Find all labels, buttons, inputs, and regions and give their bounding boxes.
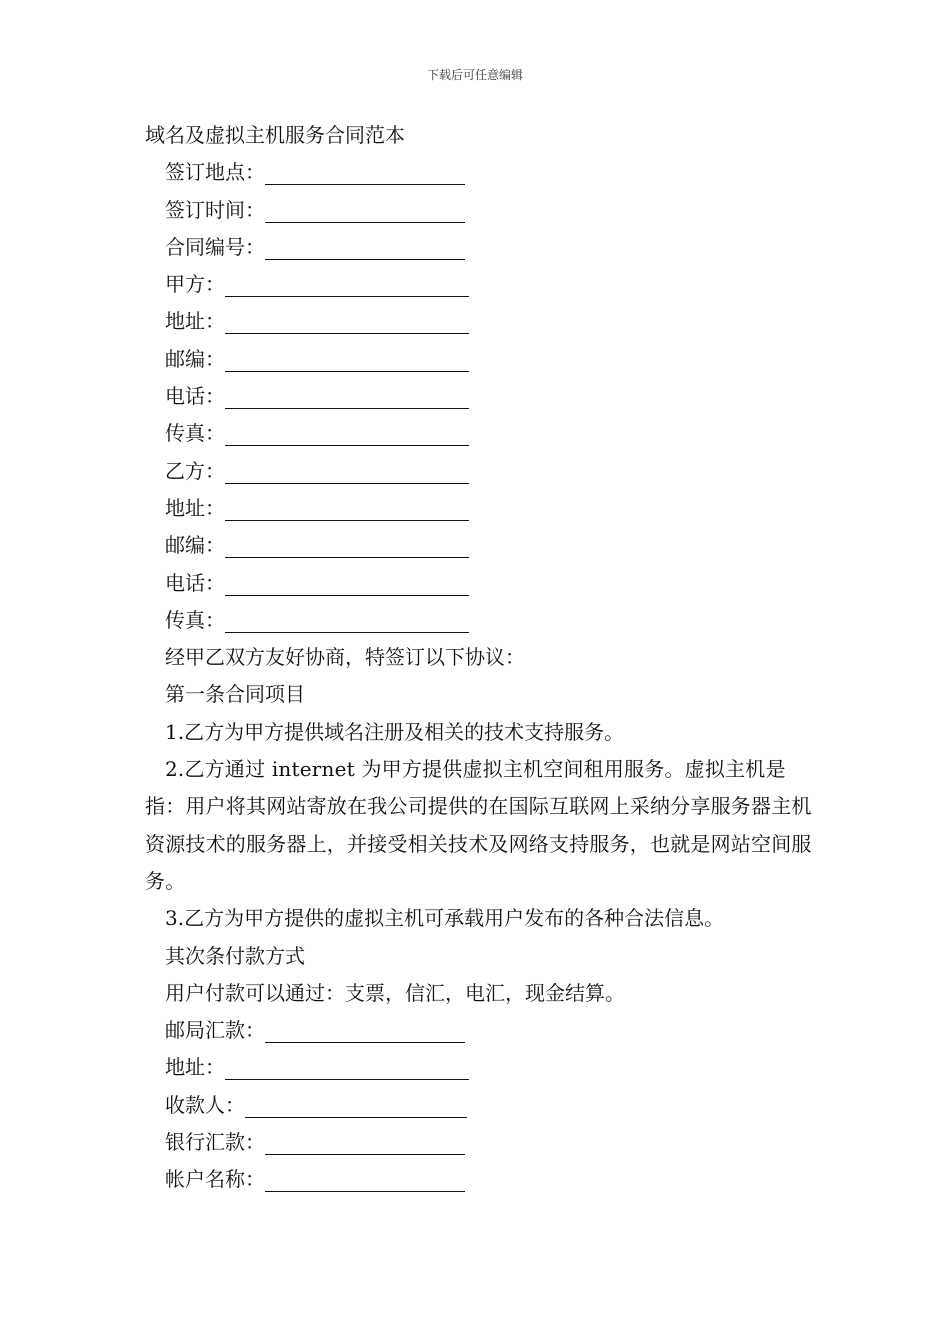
article-2-text: 用户付款可以通过：支票，信汇，电汇，现金结算。 [165, 980, 625, 1005]
blank-line [265, 1130, 465, 1155]
field-party-b-address [145, 490, 825, 527]
field-label: 电话： [165, 384, 225, 409]
article-1-heading: 第一条合同项目 [165, 682, 305, 707]
blank-line [225, 421, 469, 446]
field-postal-remittance [145, 1012, 825, 1049]
blank-line [225, 571, 469, 596]
field-label: 银行汇款： [165, 1130, 265, 1155]
article-2-heading: 其次条付款方式 [165, 943, 305, 968]
field-label: 传真： [165, 607, 225, 632]
field-signing-place [145, 154, 825, 191]
blank-line [265, 198, 465, 223]
article-1-item-1: 1.乙方为甲方提供域名注册及相关的技术支持服务。 [165, 719, 625, 744]
page-header: 下载后可任意编辑 [426, 68, 523, 82]
blank-line [225, 272, 469, 297]
field-label: 乙方： [165, 458, 225, 483]
field-label: 收款人： [165, 1092, 245, 1117]
field-label: 地址： [165, 1055, 225, 1080]
contract-document [145, 117, 825, 1199]
blank-line [225, 496, 469, 521]
field-label: 签订时间： [165, 197, 265, 222]
blank-line [265, 1018, 465, 1043]
field-label: 签订地点： [165, 160, 265, 185]
field-account-name [145, 1161, 825, 1198]
blank-line [225, 533, 469, 558]
blank-line [225, 309, 469, 334]
blank-line [225, 384, 469, 409]
field-label: 传真： [165, 421, 225, 446]
document-title: 域名及虚拟主机服务合同范本 [145, 123, 405, 147]
blank-line [225, 347, 469, 372]
field-party-b [145, 453, 825, 490]
field-label: 合同编号： [165, 234, 265, 259]
field-party-b-postcode [145, 527, 825, 564]
field-label: 帐户名称： [165, 1167, 265, 1192]
field-party-a-postcode [145, 341, 825, 378]
field-label: 地址： [165, 495, 225, 520]
blank-line [225, 608, 469, 633]
field-label: 邮编： [165, 346, 225, 371]
field-signing-time [145, 192, 825, 229]
blank-line [265, 160, 465, 185]
blank-line [265, 235, 465, 260]
article-1-item-2: 2.乙方通过 internet 为甲方提供虚拟主机空间租用服务。虚拟主机是指：用户将其网站寄放在我公司提供的在国际互联网上采纳分享服务器主机资源技术的服务器上，并接受相关技术及网络支持服务，也就是网站空间服务。 [145, 757, 812, 893]
field-party-a-fax [145, 415, 825, 452]
field-party-b-fax [145, 602, 825, 639]
field-party-a-phone [145, 378, 825, 415]
article-1-item-3: 3.乙方为甲方提供的虚拟主机可承载用户发布的各种合法信息。 [165, 906, 725, 931]
intro-text: 经甲乙双方友好协商，特签订以下协议： [165, 645, 525, 670]
field-remittance-address [145, 1049, 825, 1086]
field-label: 邮局汇款： [165, 1018, 265, 1043]
blank-line [245, 1093, 467, 1118]
field-label: 电话： [165, 570, 225, 595]
field-contract-number [145, 229, 825, 266]
field-payee [145, 1087, 825, 1124]
field-label: 甲方： [165, 272, 225, 297]
blank-line [225, 1055, 469, 1080]
field-party-a [145, 266, 825, 303]
field-party-b-phone [145, 565, 825, 602]
field-party-a-address [145, 303, 825, 340]
field-bank-remittance [145, 1124, 825, 1161]
blank-line [265, 1167, 465, 1192]
blank-line [225, 459, 469, 484]
field-label: 地址： [165, 309, 225, 334]
field-label: 邮编： [165, 533, 225, 558]
